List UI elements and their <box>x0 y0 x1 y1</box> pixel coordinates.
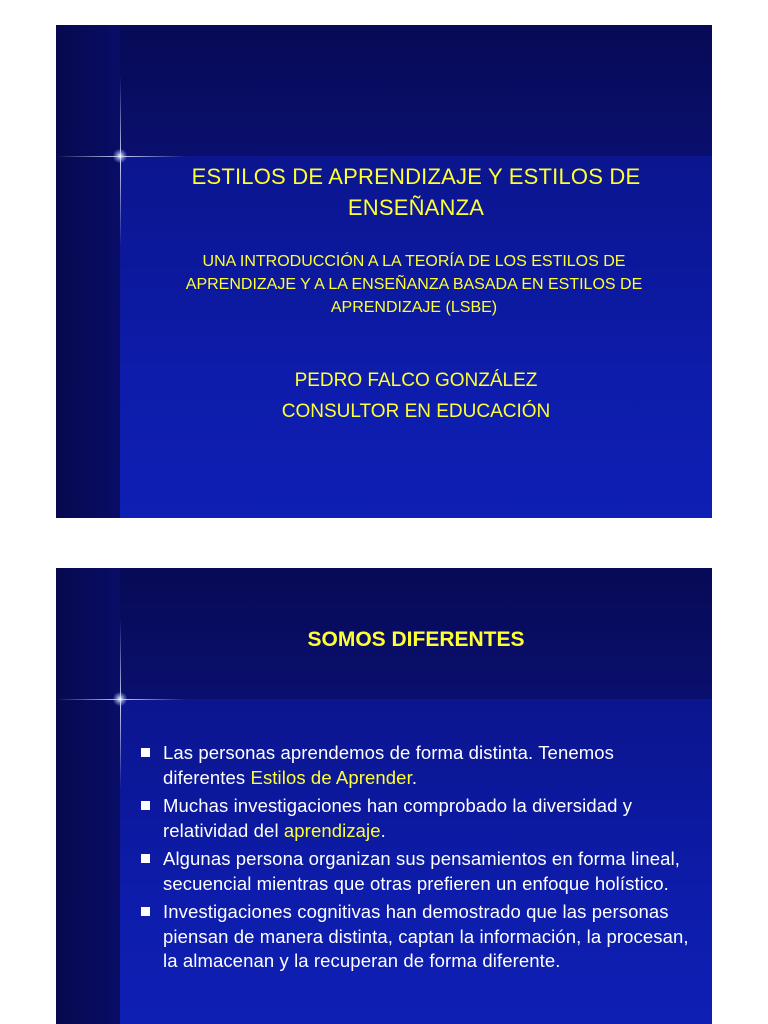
title-slide <box>56 25 712 518</box>
list-item: Investigaciones cognitivas han demostrado que las personas piensan de manera distinta, captan la información, la procesan, la almacenan y la recuperan de forma diferente. <box>134 900 692 974</box>
author-name: PEDRO FALCO GONZÁLEZ <box>294 370 538 391</box>
slide-title: ESTILOS DE APRENDIZAJE Y ESTILOS DE ENSEÑANZA <box>191 164 641 220</box>
author-role: CONSULTOR EN EDUCACIÓN <box>281 401 551 422</box>
content-slide <box>56 568 712 1024</box>
bullet-square-icon <box>141 907 150 916</box>
author-block <box>120 365 712 427</box>
bullet-square-icon <box>141 748 150 757</box>
list-item: Algunas persona organizan sus pensamientos en forma lineal, secuencial mientras que otras prefieren un enfoque holístico. <box>134 847 692 896</box>
slide-subtitle: UNA INTRODUCCIÓN A LA TEORÍA DE LOS ESTILOS DE APRENDIZAJE Y A LA ENSEÑANZA BASADA EN ESTILOS DE APRENDIZAJE (LSBE) <box>185 253 643 316</box>
list-item: Las personas aprendemos de forma distinta. Tenemos diferentes Estilos de Aprender. <box>134 741 692 790</box>
slide-left-band <box>56 25 120 518</box>
slide-left-band <box>56 568 120 1024</box>
list-item: Muchas investigaciones han comprobado la diversidad y relatividad del aprendizaje. <box>134 794 692 843</box>
bullet-list <box>134 741 692 978</box>
slide-title: SOMOS DIFERENTES <box>307 628 525 651</box>
bullet-square-icon <box>141 801 150 810</box>
slide-header-band <box>56 25 712 156</box>
bullet-square-icon <box>141 854 150 863</box>
